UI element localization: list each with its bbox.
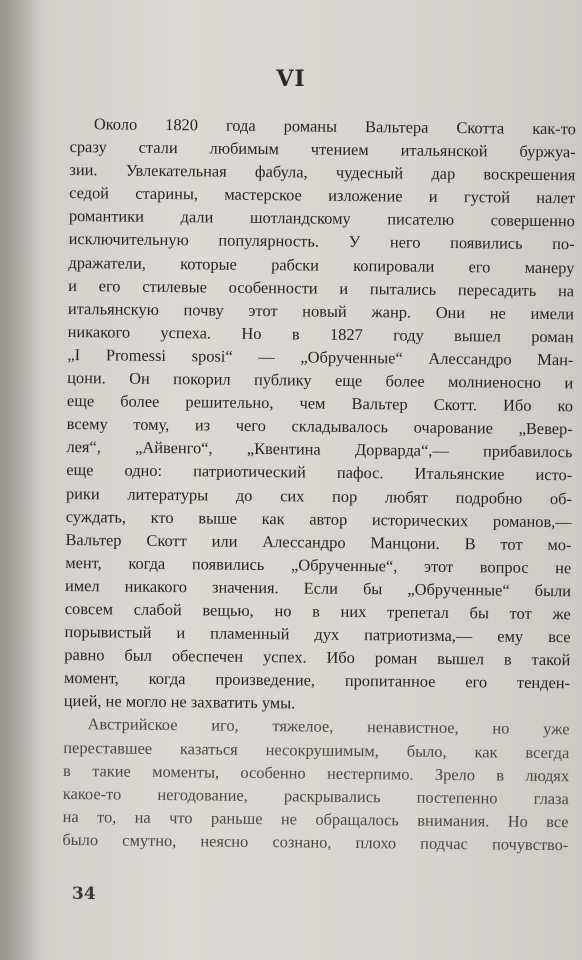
text-line: на то, на что раньше не обращалось внимания. Но все — [62, 806, 569, 832]
text-line: зии. Увлекательная фабула, чудесный дар воскрешения — [69, 160, 576, 185]
text-line: еще одно: патриотический пафос. Итальянские исто- — [66, 460, 573, 485]
text-line: еще более решительно, чем Вальтер Скотт. Ибо ко — [66, 391, 574, 416]
text-line: переставшее казаться несокрушимым, было, как всегда — [63, 737, 570, 762]
text-line: исключительную популярность. У него появились по- — [68, 229, 575, 254]
text-line: цони. Он покорил публику еще более молниеносно и — [67, 368, 574, 393]
page-number: 34 — [72, 884, 96, 904]
text-line: мент, когда появились „Обрученные“, этот вопрос не — [65, 552, 572, 578]
chapter-heading: VI — [276, 66, 306, 92]
text-line: седой старины, мастерское изложение и густой налет — [69, 183, 576, 208]
text-line: имел никакого значения. Если бы „Обрученные“ были — [64, 575, 572, 601]
text-line: и его стилевые особенности и пытались пересадить на — [68, 275, 575, 300]
text-line: какое-то негодование, раскрывались постепенно глаза — [62, 783, 569, 808]
text-line: суждать, кто выше как автор исторических романов,— — [65, 506, 572, 531]
text-line: сразу стали любимым чтением итальянской буржуа- — [69, 137, 576, 162]
text-line: совсем слабой вещью, но в них трепетал бы тот же — [64, 598, 571, 624]
text-line: цией, не могло не захватить умы. — [63, 691, 296, 713]
text-line: никакого успеха. Но в 1827 году вышел роман — [67, 321, 574, 347]
text-line: рики литературы до сих пор любят подробно об- — [65, 483, 573, 508]
text-line: „I Promessi sposi“ — „Обрученные“ Алессандро Ман- — [67, 344, 574, 370]
text-line: порывистый и пламенный дух патриотизма,— ему все — [64, 622, 571, 647]
text-line: всему тому, из чего складывалось очарование „Вевер- — [66, 414, 573, 439]
text-line: Вальтер Скотт или Алессандро Манцони. В тот мо- — [65, 529, 572, 554]
body-text — [62, 112, 576, 856]
text-line: момент, когда произведение, пропитанное его тенден- — [63, 668, 571, 693]
text-line: Около 1820 года романы Вальтера Скотта как-то — [93, 114, 576, 139]
text-line: было смутно, неясно сознано, плохо подчас почувство- — [62, 829, 569, 855]
text-line: в такие моменты, особенно нестерпимо. Зрело в людях — [63, 760, 570, 785]
text-line: романтики дали шотландскому писателю совершенно — [68, 206, 575, 231]
text-line: дражатели, которые рабски копировали его манеру — [68, 252, 575, 277]
text-line: лея“, „Айвенго“, „Квентина Дорварда“,— прибавилось — [66, 437, 573, 462]
text-line: Австрийское иго, тяжелое, ненавистное, но уже — [87, 714, 570, 739]
page-binding-shadow — [0, 0, 40, 960]
text-line: равно был обеспечен успех. Ибо роман вышел в такой — [64, 645, 571, 670]
text-line: итальянскую почву этот новый жанр. Они не имели — [67, 298, 575, 324]
